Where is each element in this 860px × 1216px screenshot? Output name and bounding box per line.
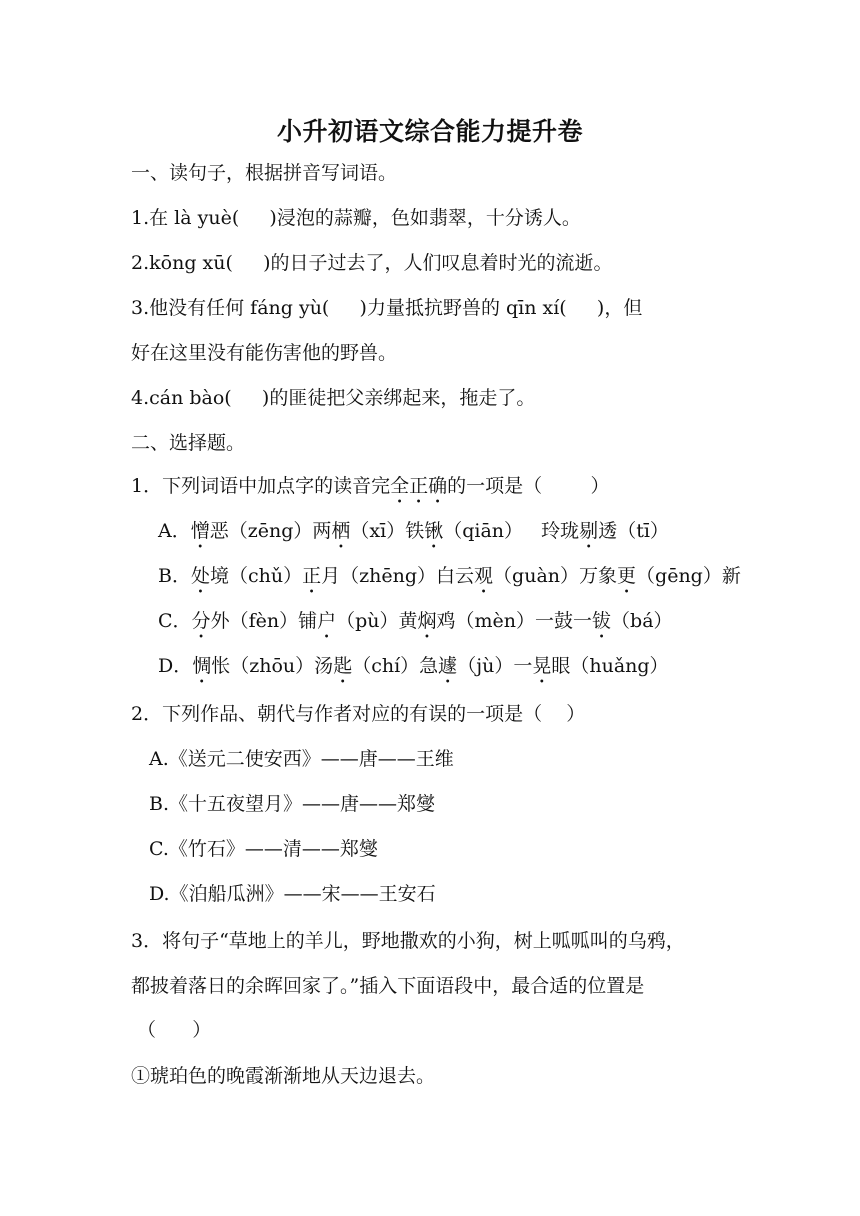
question-2-1-option-c: C．分外（fèn）铺户（pù）黄焖鸡（mèn）一鼓一钹（bá） [158, 610, 673, 632]
question-1-1: 1.在 là yuè( )浸泡的蒜瓣，色如翡翠，十分诱人。 [131, 207, 581, 229]
question-2-2-option-b: B.《十五夜望月》——唐——郑燮 [149, 793, 436, 815]
page-title: 小升初语文综合能力提升卷 [276, 117, 583, 146]
section-1-heading: 一、读句子，根据拼音写词语。 [131, 162, 398, 184]
question-2-1-stem: 1．下列词语中加点字的读音完全正确的一项是（ ） [131, 475, 610, 497]
question-1-2: 2.kōng xū( )的日子过去了，人们叹息着时光的流逝。 [131, 252, 613, 274]
question-1-4: 4.cán bào( )的匪徒把父亲绑起来，拖走了。 [131, 387, 536, 409]
question-1-3-line2: 好在这里没有能伤害他的野兽。 [131, 342, 398, 364]
question-2-3-answer-blank: （ ） [137, 1019, 212, 1041]
question-2-3-line2: 都披着落日的余晖回家了。”插入下面语段中，最合适的位置是 [131, 975, 645, 997]
question-2-2-option-c: C.《竹石》——清——郑燮 [149, 838, 378, 860]
question-2-2-option-a: A.《送元二使安西》——唐——王维 [149, 748, 454, 770]
question-2-1-option-d: D．惆怅（zhōu）汤匙（chí）急遽（jù）一晃眼（huǎng） [158, 655, 669, 677]
question-2-3-line1: 3．将句子“草地上的羊儿，野地撒欢的小狗，树上呱呱叫的乌鸦， [131, 930, 685, 952]
question-2-2-stem: 2．下列作品、朝代与作者对应的有误的一项是（ ） [131, 703, 586, 725]
question-2-1-option-b: B．处境（chǔ）正月（zhēng）白云观（guàn）万象更（gēng）新 [158, 565, 741, 587]
section-2-heading: 二、选择题。 [131, 432, 246, 454]
question-2-1-option-a: A．憎恶（zēng）两栖（xī）铁锹（qiān） 玲珑剔透（tī） [158, 520, 669, 542]
question-1-3-line1: 3.他没有任何 fáng yù( )力量抵抗野兽的 qīn xí( )，但 [131, 297, 643, 319]
question-2-3-sentence-1: ①琥珀色的晚霞渐渐地从天边退去。 [131, 1065, 436, 1087]
question-2-2-option-d: D.《泊船瓜洲》——宋——王安石 [149, 883, 436, 905]
